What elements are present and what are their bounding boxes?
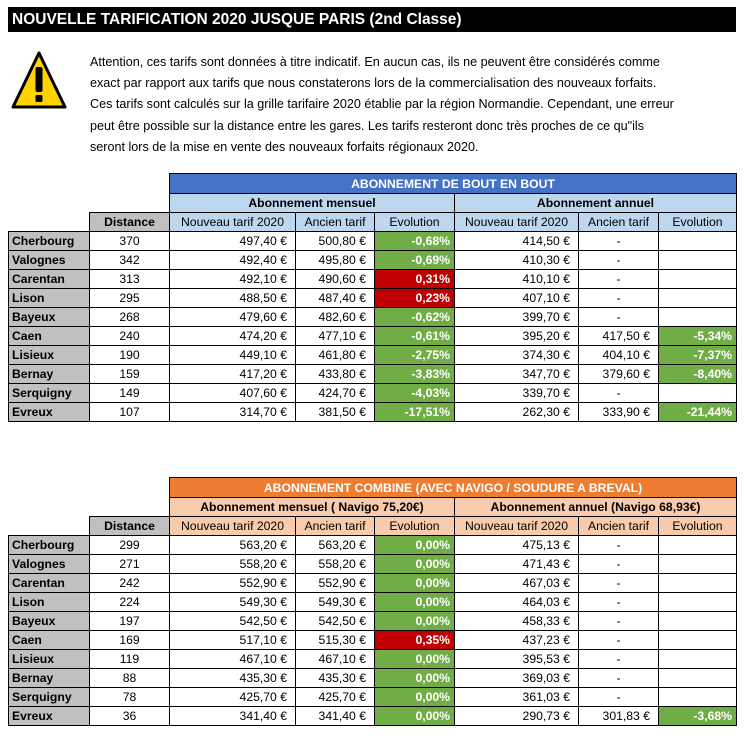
monthly-evolution: -3,83% (375, 365, 455, 384)
monthly-old-price: 424,70 € (296, 384, 375, 403)
station-name: Lison (9, 289, 90, 308)
annual-old-price: - (579, 536, 659, 555)
col-old: Ancien tarif (296, 213, 375, 232)
distance-cell: 240 (90, 327, 170, 346)
distance-cell: 149 (90, 384, 170, 403)
blank-cell (9, 517, 90, 536)
annual-old-price: 301,83 € (579, 707, 659, 726)
annual-new-price: 374,30 € (455, 346, 579, 365)
annual-old-price: - (579, 688, 659, 707)
blank-cell (9, 174, 170, 194)
table-title: ABONNEMENT DE BOUT EN BOUT (170, 174, 737, 194)
annual-old-price: - (579, 384, 659, 403)
col-evo: Evolution (375, 213, 455, 232)
annual-new-price: 399,70 € (455, 308, 579, 327)
annual-evolution: -3,68% (659, 707, 737, 726)
monthly-old-price: 542,50 € (296, 612, 375, 631)
monthly-new-price: 435,30 € (170, 669, 296, 688)
monthly-new-price: 492,40 € (170, 251, 296, 270)
annual-old-price: 379,60 € (579, 365, 659, 384)
page-title: NOUVELLE TARIFICATION 2020 JUSQUE PARIS (2nd Classe) (8, 7, 736, 32)
monthly-new-price: 449,10 € (170, 346, 296, 365)
group-row (9, 194, 737, 213)
monthly-old-price: 515,30 € (296, 631, 375, 650)
notice-line: Ces tarifs sont calculés sur la grille tarifaire 2020 établie par la région Normandie. Cependant, une erreur (90, 97, 674, 112)
blank-cell (9, 213, 90, 232)
distance-cell: 242 (90, 574, 170, 593)
annual-new-price: 437,23 € (455, 631, 579, 650)
annual-new-price: 361,03 € (455, 688, 579, 707)
monthly-evolution: -0,69% (375, 251, 455, 270)
table-row (9, 650, 737, 669)
distance-cell: 342 (90, 251, 170, 270)
col-distance: Distance (90, 517, 170, 536)
annual-evolution: -21,44% (659, 403, 737, 422)
monthly-old-price: 435,30 € (296, 669, 375, 688)
distance-cell: 159 (90, 365, 170, 384)
distance-cell: 107 (90, 403, 170, 422)
annual-new-price: 339,70 € (455, 384, 579, 403)
annual-old-price: - (579, 574, 659, 593)
annual-old-price: - (579, 631, 659, 650)
col-old: Ancien tarif (296, 517, 375, 536)
monthly-evolution: -0,62% (375, 308, 455, 327)
monthly-old-price: 467,10 € (296, 650, 375, 669)
distance-cell: 370 (90, 232, 170, 251)
monthly-evolution: 0,00% (375, 536, 455, 555)
monthly-new-price: 497,40 € (170, 232, 296, 251)
distance-cell: 271 (90, 555, 170, 574)
col-evo: Evolution (659, 213, 737, 232)
distance-cell: 88 (90, 669, 170, 688)
notice-line: Attention, ces tarifs sont données à titre indicatif. En aucun cas, ils ne peuvent être considérés comme (90, 55, 660, 69)
annual-new-price: 410,30 € (455, 251, 579, 270)
table-row (9, 308, 737, 327)
distance-cell: 36 (90, 707, 170, 726)
station-name: Bayeux (9, 612, 90, 631)
column-header-row (9, 517, 737, 536)
annual-old-price: - (579, 555, 659, 574)
annual-evolution (659, 384, 737, 403)
table-row (9, 270, 737, 289)
monthly-evolution: -4,03% (375, 384, 455, 403)
annual-evolution (659, 669, 737, 688)
header-row (9, 174, 737, 194)
group-row (9, 498, 737, 517)
monthly-evolution: -17,51% (375, 403, 455, 422)
notice-line: peut être possible sur la distance entre les gares. Les tarifs resteront donc très proches de ce qu"ils (90, 118, 644, 133)
annual-evolution: -7,37% (659, 346, 737, 365)
annual-evolution (659, 593, 737, 612)
col-new: Nouveau tarif 2020 (455, 517, 579, 536)
monthly-evolution: 0,23% (375, 289, 455, 308)
station-name: Evreux (9, 707, 90, 726)
annual-evolution (659, 308, 737, 327)
station-name: Cherbourg (9, 536, 90, 555)
monthly-old-price: 558,20 € (296, 555, 375, 574)
monthly-evolution: 0,31% (375, 270, 455, 289)
table-row (9, 555, 737, 574)
table-row (9, 707, 737, 726)
table-row (9, 612, 737, 631)
annual-evolution (659, 631, 737, 650)
monthly-evolution: 0,00% (375, 707, 455, 726)
table-row (9, 688, 737, 707)
notice-line: seront lors de la mise en vente des nouveaux forfaits régionaux 2020. (90, 139, 479, 154)
monthly-new-price: 542,50 € (170, 612, 296, 631)
annual-new-price: 407,10 € (455, 289, 579, 308)
monthly-old-price: 552,90 € (296, 574, 375, 593)
monthly-evolution: -2,75% (375, 346, 455, 365)
monthly-new-price: 563,20 € (170, 536, 296, 555)
annual-old-price: - (579, 612, 659, 631)
monthly-new-price: 341,40 € (170, 707, 296, 726)
table-row (9, 574, 737, 593)
monthly-old-price: 433,80 € (296, 365, 375, 384)
disclaimer-notice (90, 52, 730, 158)
annual-old-price: - (579, 251, 659, 270)
annual-evolution (659, 555, 737, 574)
station-name: Lisieux (9, 346, 90, 365)
table-title: ABONNEMENT COMBINE (AVEC NAVIGO / SOUDURE A BREVAL) (170, 478, 737, 498)
monthly-new-price: 517,10 € (170, 631, 296, 650)
annual-new-price: 467,03 € (455, 574, 579, 593)
monthly-new-price: 549,30 € (170, 593, 296, 612)
table-row (9, 365, 737, 384)
monthly-evolution: 0,00% (375, 669, 455, 688)
annual-new-price: 414,50 € (455, 232, 579, 251)
col-new: Nouveau tarif 2020 (455, 213, 579, 232)
annual-new-price: 410,10 € (455, 270, 579, 289)
annual-new-price: 458,33 € (455, 612, 579, 631)
annual-old-price: 404,10 € (579, 346, 659, 365)
monthly-old-price: 425,70 € (296, 688, 375, 707)
blank-cell (9, 498, 170, 517)
monthly-old-price: 549,30 € (296, 593, 375, 612)
station-name: Caen (9, 631, 90, 650)
annual-evolution (659, 688, 737, 707)
table-row (9, 536, 737, 555)
monthly-new-price: 488,50 € (170, 289, 296, 308)
col-new: Nouveau tarif 2020 (170, 517, 296, 536)
distance-cell: 313 (90, 270, 170, 289)
monthly-old-price: 477,10 € (296, 327, 375, 346)
monthly-old-price: 487,40 € (296, 289, 375, 308)
group-monthly: Abonnement mensuel (170, 194, 455, 213)
distance-cell: 197 (90, 612, 170, 631)
annual-old-price: - (579, 308, 659, 327)
station-name: Serquigny (9, 688, 90, 707)
table-row (9, 289, 737, 308)
station-name: Carentan (9, 270, 90, 289)
annual-old-price: - (579, 650, 659, 669)
distance-cell: 299 (90, 536, 170, 555)
annual-old-price: 333,90 € (579, 403, 659, 422)
monthly-old-price: 495,80 € (296, 251, 375, 270)
monthly-new-price: 552,90 € (170, 574, 296, 593)
monthly-old-price: 482,60 € (296, 308, 375, 327)
station-name: Valognes (9, 251, 90, 270)
monthly-evolution: 0,35% (375, 631, 455, 650)
annual-old-price: - (579, 593, 659, 612)
annual-evolution (659, 289, 737, 308)
annual-evolution (659, 612, 737, 631)
distance-cell: 169 (90, 631, 170, 650)
tariff-table-combine (8, 477, 737, 726)
col-evo: Evolution (375, 517, 455, 536)
annual-evolution (659, 232, 737, 251)
warning-triangle-icon (10, 50, 68, 112)
station-name: Evreux (9, 403, 90, 422)
distance-cell: 224 (90, 593, 170, 612)
monthly-old-price: 490,60 € (296, 270, 375, 289)
monthly-evolution: 0,00% (375, 574, 455, 593)
annual-old-price: - (579, 289, 659, 308)
annual-new-price: 347,70 € (455, 365, 579, 384)
monthly-old-price: 563,20 € (296, 536, 375, 555)
annual-old-price: 417,50 € (579, 327, 659, 346)
annual-new-price: 262,30 € (455, 403, 579, 422)
table-row (9, 232, 737, 251)
monthly-old-price: 341,40 € (296, 707, 375, 726)
table-row (9, 403, 737, 422)
col-old: Ancien tarif (579, 517, 659, 536)
monthly-old-price: 500,80 € (296, 232, 375, 251)
annual-evolution (659, 536, 737, 555)
monthly-evolution: 0,00% (375, 555, 455, 574)
table-row (9, 631, 737, 650)
monthly-new-price: 467,10 € (170, 650, 296, 669)
group-annual: Abonnement annuel (Navigo 68,93€) (455, 498, 737, 517)
monthly-new-price: 314,70 € (170, 403, 296, 422)
table-row (9, 251, 737, 270)
station-name: Bayeux (9, 308, 90, 327)
monthly-new-price: 558,20 € (170, 555, 296, 574)
annual-new-price: 471,43 € (455, 555, 579, 574)
distance-cell: 119 (90, 650, 170, 669)
col-new: Nouveau tarif 2020 (170, 213, 296, 232)
blank-cell (9, 194, 170, 213)
annual-evolution (659, 251, 737, 270)
monthly-old-price: 461,80 € (296, 346, 375, 365)
table-row (9, 669, 737, 688)
col-distance: Distance (90, 213, 170, 232)
monthly-new-price: 474,20 € (170, 327, 296, 346)
annual-evolution (659, 650, 737, 669)
monthly-evolution: -0,68% (375, 232, 455, 251)
annual-evolution (659, 574, 737, 593)
table-row (9, 346, 737, 365)
group-annual: Abonnement annuel (455, 194, 737, 213)
distance-cell: 295 (90, 289, 170, 308)
distance-cell: 78 (90, 688, 170, 707)
monthly-evolution: 0,00% (375, 650, 455, 669)
monthly-new-price: 479,60 € (170, 308, 296, 327)
header-row (9, 478, 737, 498)
annual-old-price: - (579, 669, 659, 688)
monthly-evolution: 0,00% (375, 612, 455, 631)
monthly-evolution: 0,00% (375, 593, 455, 612)
table-row (9, 384, 737, 403)
station-name: Caen (9, 327, 90, 346)
col-evo: Evolution (659, 517, 737, 536)
annual-new-price: 290,73 € (455, 707, 579, 726)
monthly-new-price: 425,70 € (170, 688, 296, 707)
col-old: Ancien tarif (579, 213, 659, 232)
monthly-evolution: -0,61% (375, 327, 455, 346)
annual-evolution: -8,40% (659, 365, 737, 384)
annual-evolution: -5,34% (659, 327, 737, 346)
annual-new-price: 369,03 € (455, 669, 579, 688)
tariff-table-bout-en-bout (8, 173, 737, 422)
notice-line: exact par rapport aux tarifs que nous constaterons lors de la commercialisation des nouveaux forfaits. (90, 76, 657, 91)
annual-new-price: 395,20 € (455, 327, 579, 346)
station-name: Lison (9, 593, 90, 612)
station-name: Cherbourg (9, 232, 90, 251)
group-monthly: Abonnement mensuel ( Navigo 75,20€) (170, 498, 455, 517)
column-header-row (9, 213, 737, 232)
station-name: Bernay (9, 365, 90, 384)
table-row (9, 327, 737, 346)
station-name: Valognes (9, 555, 90, 574)
station-name: Lisieux (9, 650, 90, 669)
blank-cell (9, 478, 170, 498)
monthly-new-price: 492,10 € (170, 270, 296, 289)
annual-new-price: 475,13 € (455, 536, 579, 555)
station-name: Bernay (9, 669, 90, 688)
monthly-evolution: 0,00% (375, 688, 455, 707)
monthly-new-price: 417,20 € (170, 365, 296, 384)
annual-old-price: - (579, 232, 659, 251)
annual-old-price: - (579, 270, 659, 289)
annual-new-price: 464,03 € (455, 593, 579, 612)
annual-evolution (659, 270, 737, 289)
table-row (9, 593, 737, 612)
station-name: Serquigny (9, 384, 90, 403)
monthly-new-price: 407,60 € (170, 384, 296, 403)
monthly-old-price: 381,50 € (296, 403, 375, 422)
annual-new-price: 395,53 € (455, 650, 579, 669)
distance-cell: 190 (90, 346, 170, 365)
distance-cell: 268 (90, 308, 170, 327)
station-name: Carentan (9, 574, 90, 593)
